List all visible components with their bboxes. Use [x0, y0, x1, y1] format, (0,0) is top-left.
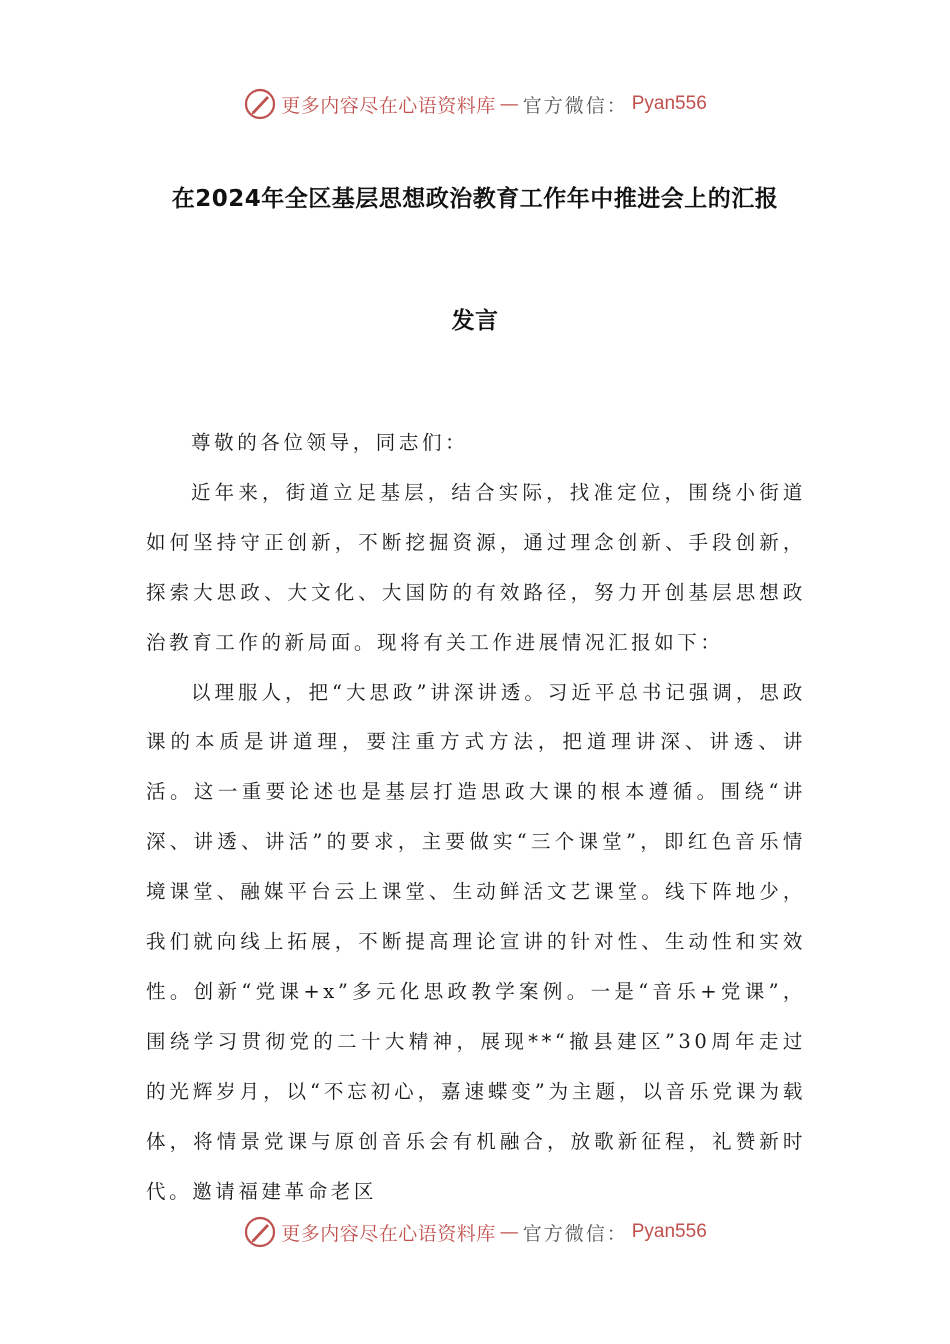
- watermark-separator: —: [499, 93, 519, 115]
- watermark-wechat-id: Pyan556: [631, 93, 707, 114]
- watermark-banner-bottom: [0, 1212, 950, 1252]
- watermark-wechat-id: Pyan556: [631, 1221, 707, 1242]
- paragraph-intro: 近年来，街道立足基层，结合实际，找准定位，围绕小街道如何坚持守正创新，不断挖掘资源，通过理念创新、手段创新，探索大思政、大文化、大国防的有效路径，努力开创基层思想政治教育工作的新局面。现将有关工作进展情况汇报如下：: [146, 480, 806, 654]
- salutation: 尊敬的各位领导，同志们：: [191, 431, 469, 454]
- document-title-line2: 发言: [451, 308, 499, 334]
- document-title-line1: 在2024年全区基层思想政治教育工作年中推进会上的汇报: [171, 186, 779, 212]
- watermark-label: 官方微信：: [522, 1222, 628, 1245]
- watermark-label: 官方微信：: [522, 94, 628, 117]
- paragraph-main: 以理服人，把“大思政”讲深讲透。习近平总书记强调，思政课的本质是讲道理，要注重方式方法，把道理讲深、讲透、讲活。这一重要论述也是基层打造思政大课的根本遵循。围绕“讲深、讲透、讲活”的要求，主要做实“三个课堂”，即红色音乐情境课堂、融媒平台云上课堂、生动鲜活文艺课堂。线下阵地少，我们就向线上拓展，不断提高理论宣讲的针对性、生动性和实效性。创新“党课+x”多元化思政教学案例。一是“音乐+党课”，围绕学习贯彻党的二十大精神，展现**“撤县建区”30周年走过的光辉岁月，以“不忘初心，嘉速蝶变”为主题，以音乐党课为载体，将情景党课与原创音乐会有机融合，放歌新征程，礼赞新时代。邀请福建革命老区: [146, 680, 806, 1203]
- quill-logo-icon: [243, 87, 277, 121]
- watermark-site-text: 更多内容尽在心语资料库: [281, 94, 496, 117]
- quill-logo-icon: [243, 1215, 277, 1249]
- watermark-site-text: 更多内容尽在心语资料库: [281, 1222, 496, 1245]
- watermark-separator: —: [499, 1221, 519, 1243]
- watermark-banner-top: [0, 84, 950, 124]
- document-body: [146, 418, 806, 1217]
